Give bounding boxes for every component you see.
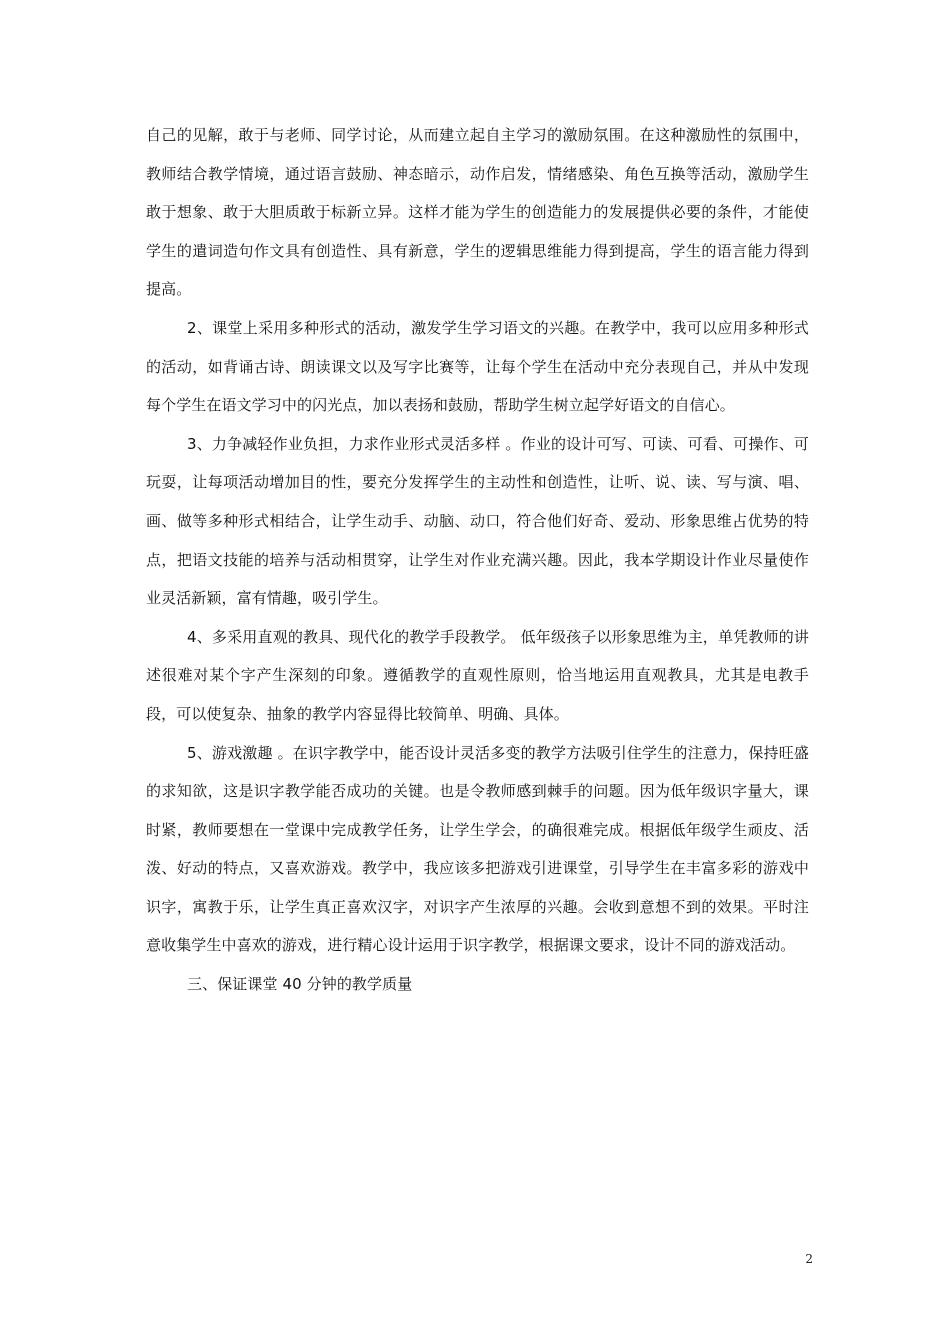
paragraph-item-3: 3、力争减轻作业负担，力求作业形式灵活多样 。作业的设计可写、可读、可看、可操作、可玩耍，让每项活动增加目的性，要充分发挥学生的主动性和创造性，让听、说、读、写与演、唱、画、做等多种形式相结合，让学生动手、动脑、动口，符合他们好奇、爱动、形象思维占优势的特点，把语文技能的培养与活动相贯穿，让学生对作业充满兴趣。因此，我本学期设计作业尽量使作业灵活新颖，富有情趣，吸引学生。 [146, 434, 809, 608]
paragraph-item-5: 5、游戏激趣 。在识字教学中，能否设计灵活多变的教学方法吸引住学生的注意力，保持旺盛的求知欲，这是识字教学能否成功的关键。也是令教师感到棘手的问题。因为低年级识字量大，课时紧，教师要想在一堂课中完成教学任务，让学生学会，的确很难完成。根据低年级学生顽皮、活泼、好动的特点，又喜欢游戏。教学中，我应该多把游戏引进课堂，引导学生在丰富多彩的游戏中识字，寓教于乐，让学生真正喜欢汉字，对识字产生浓厚的兴趣。会收到意想不到的效果。平时注意收集学生中喜欢的游戏，进行精心设计运用于识字教学，根据课文要求，设计不同的游戏活动。 [146, 743, 809, 955]
page-number: 2 [805, 1252, 813, 1266]
paragraph-item-4: 4、多采用直观的教具、现代化的教学手段教学。 低年级孩子以形象思维为主，单凭教师的讲述很难对某个字产生深刻的印象。遵循教学的直观性原则，恰当地运用直观教具，尤其是电教手段，可以使复杂、抽象的教学内容显得比较简单、明确、具体。 [146, 627, 809, 723]
body-text [146, 116, 809, 1004]
section-heading-3: 三、保证课堂 40 分钟的教学质量 [187, 975, 413, 994]
paragraph-item-2: 2、课堂上采用多种形式的活动，激发学生学习语文的兴趣。在教学中，我可以应用多种形式的活动，如背诵古诗、朗读课文以及写字比赛等，让每个学生在活动中充分表现自己，并从中发现每个学生在语文学习中的闪光点，加以表扬和鼓励，帮助学生树立起学好语文的自信心。 [146, 318, 809, 415]
paragraph-continuation: 自己的见解，敢于与老师、同学讨论，从而建立起自主学习的激励氛围。在这种激励性的氛围中，教师结合教学情境，通过语言鼓励、神态暗示，动作启发，情绪感染、角色互换等活动，激励学生敢于想象、敢于大胆质敢于标新立异。这样才能为学生的创造能力的发展提供必要的条件，才能使学生的遣词造句作文具有创造性、具有新意，学生的逻辑思维能力得到提高，学生的语言能力得到提高。 [146, 126, 809, 299]
